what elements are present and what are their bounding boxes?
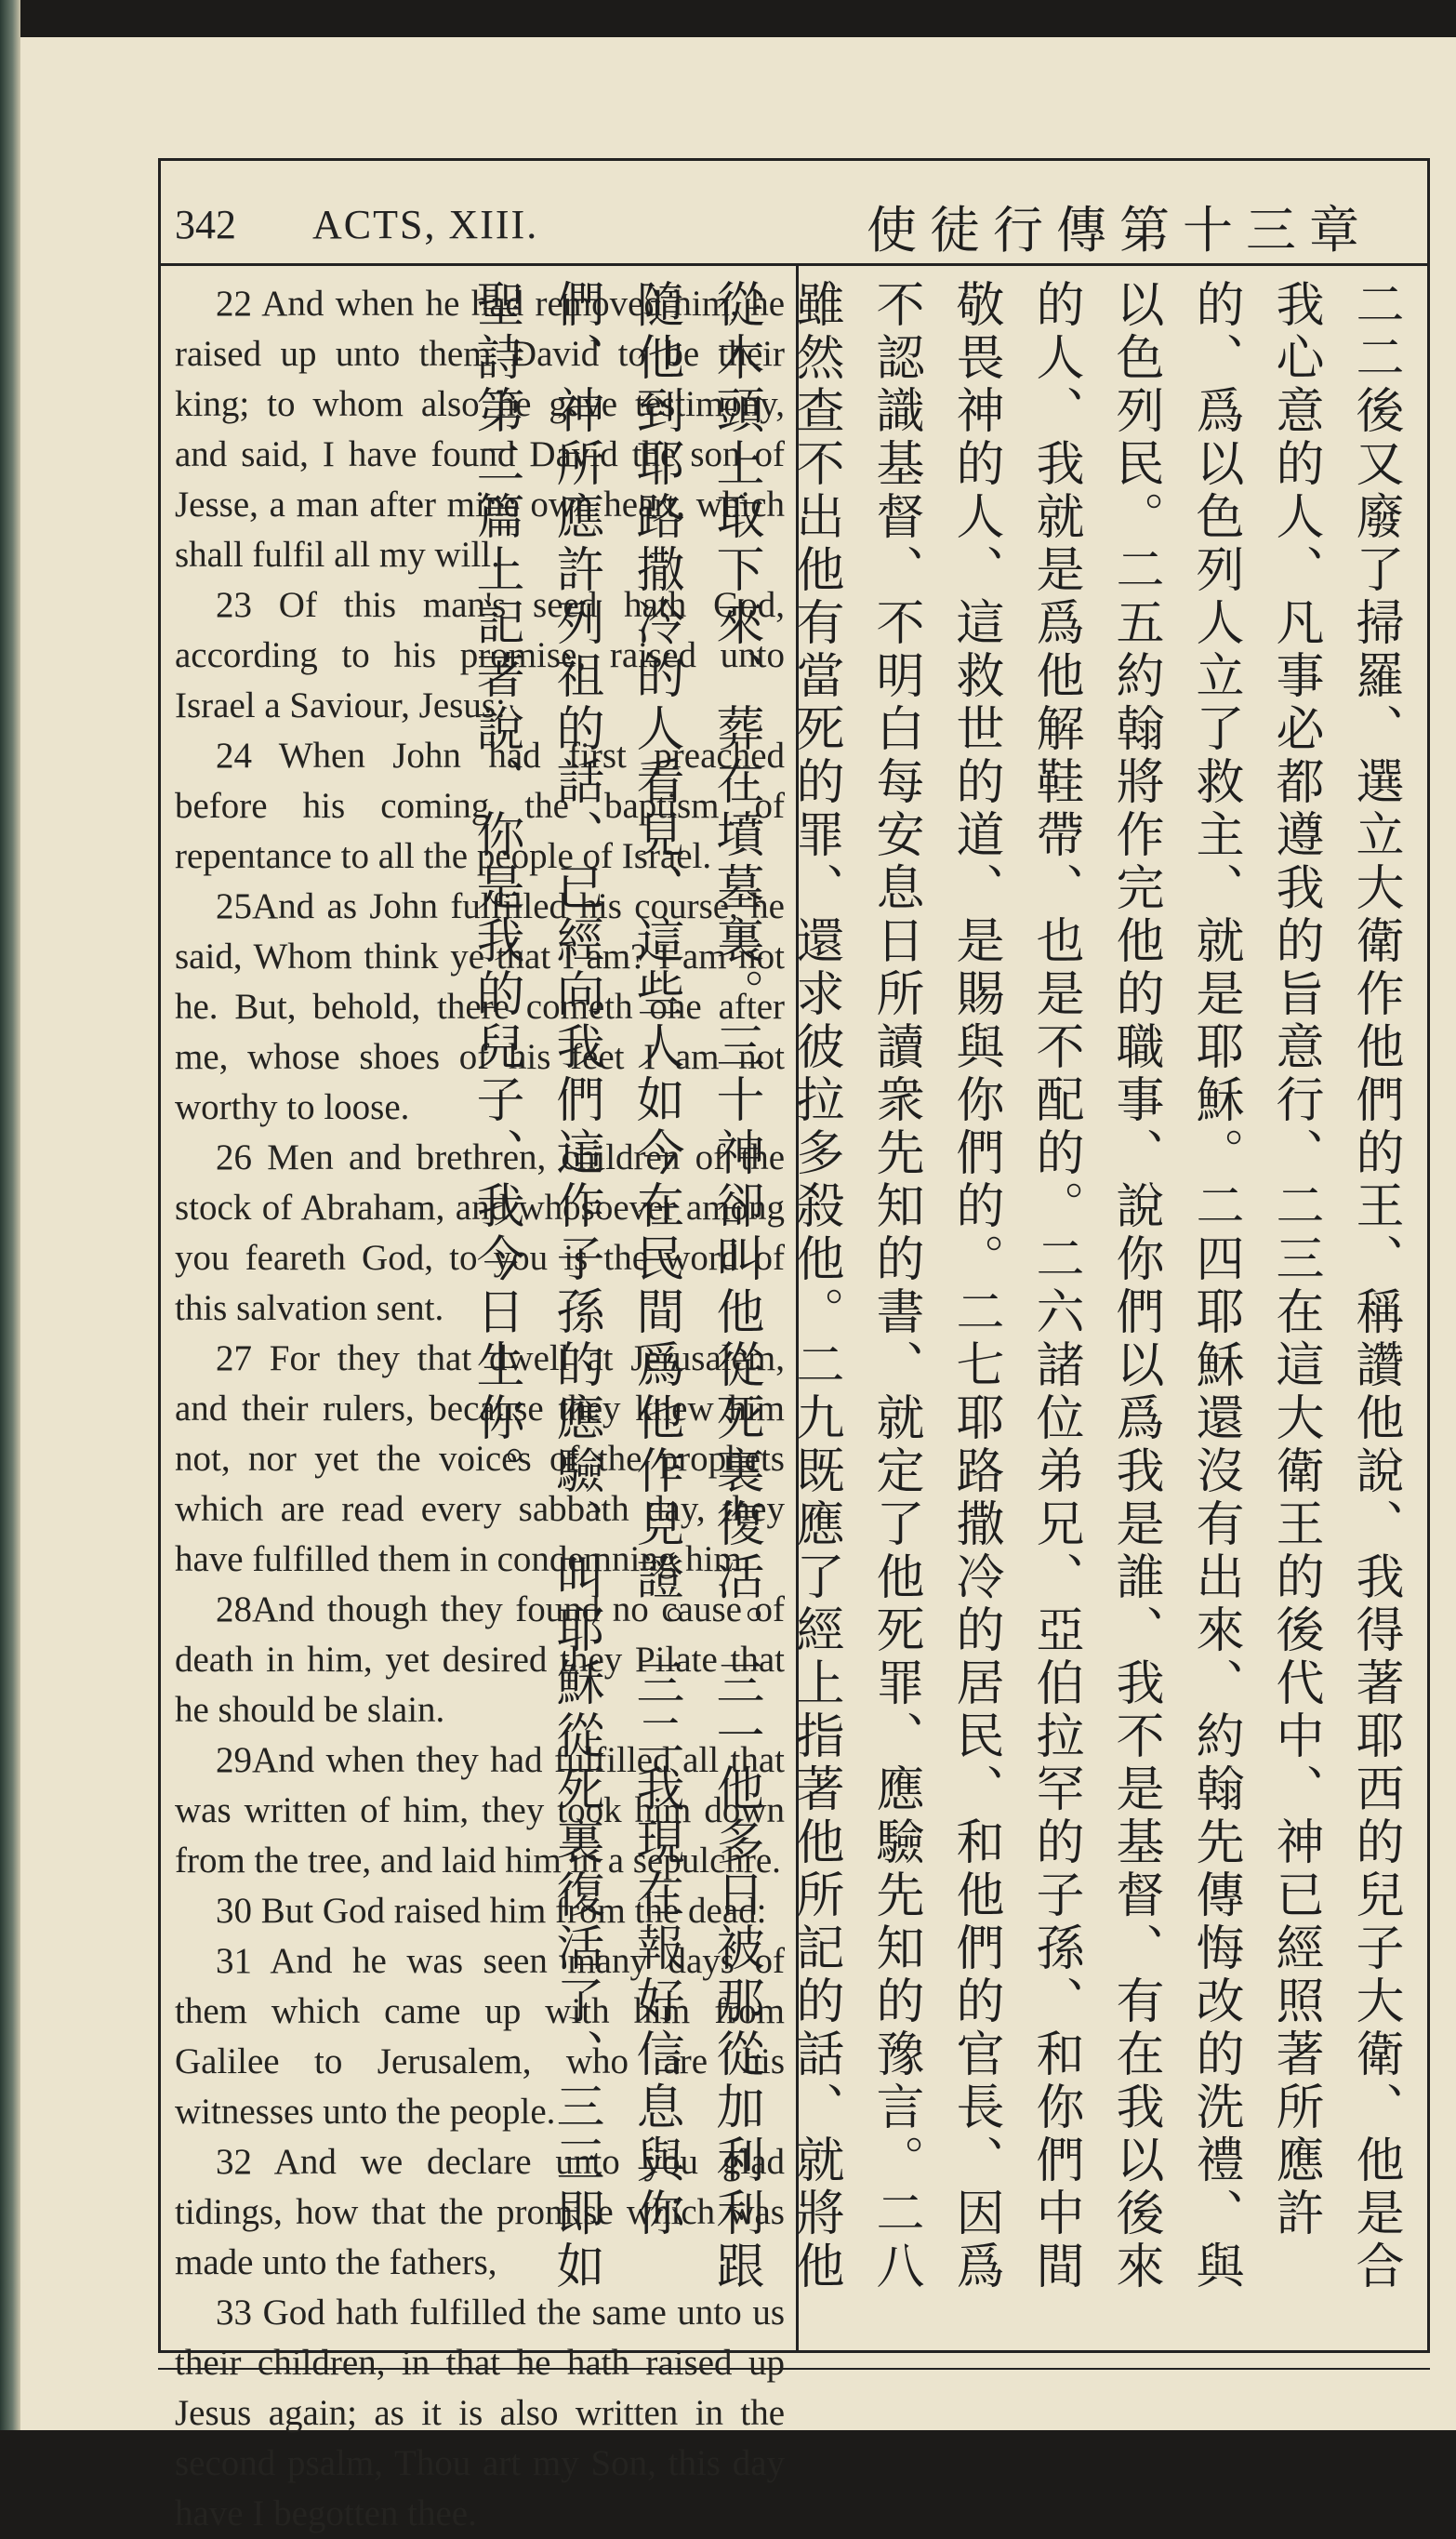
verse-32: 32 And we declare unto you glad tidings, how that the promise which was made unto the fathers, xyxy=(175,2142,785,2282)
verse-27: 27 For they that dwell at Jerusalem, and their rulers, because they knew him not, nor yet the voices of the prophets which are read every sabbath day, they have fulfilled them in condemning him. xyxy=(175,1338,785,1579)
verse-29: 29And when they had fulfilled all that was written of him, they took him down from the tree, and laid him in a sepulchre. xyxy=(175,1740,785,1881)
chinese-column: 二二後又廢了掃羅、選立大衛作他們的王、稱讚他說、我得著耶西的兒子大衛、他是合我心意的人、凡事必都遵我的旨意行、二三在這大衛王的後代中、神已經照著所應許的、爲以色列人立了救主、就是耶穌。二四耶穌還沒有出來、約翰先傳悔改的洗禮、與以色列民。二五約翰將作完他的職事、說你們以爲我是誰、我不是基督、有在我以後來的人、我就是爲他解鞋帶、也是不配的。二六諸位弟兄、亞伯拉罕的子孫、和你們中間敬畏神的人、這救世的道、是賜與你們的。二七耶路撒冷的居民、和他們的官長、因爲不認識基督、不明白每安息日所讀衆先知的書、就定了他死罪、應驗先知的豫言。二八雖然查不出他有當死的罪、還求彼拉多殺他。二九既應了經上指著他所記的話、就將他從木頭上取下來、葬在墳墓裏。三十神卻叫他從死裏復活。三一他多日被那從加利利跟隨他到耶路撒冷的人看見、這些人如今在民間爲他作見證。三二我現在報好信息與你們、神所應許列祖的話、已經向我們這作子孫的應驗、叫耶穌從死裏復活了、三三即如聖詩第二篇上記著說、你是我的兒子、我今日生你。 xyxy=(468,279,1403,2293)
verse-25: 25And as John fulfilled his course, he said, Whom think ye that I am? I am not he. But, behold, there cometh one after me, whose shoes of his feet I am not worthy to loose. xyxy=(175,886,785,1127)
verse-30: 30 But God raised him from the dead: xyxy=(216,1891,767,1931)
page-number: 342 xyxy=(175,202,236,247)
verse-22: 22 And when he had removed him, he raised up unto them David to be their king; to whom also he gave testimony, and said, I have found David the son of Jesse, a man after mine own heart, which shall fulfil all my will. xyxy=(175,284,785,575)
verse-24: 24 When John had first preached before his coming the baptism of repentance to all the people of Israel. xyxy=(175,736,785,876)
running-title: ACTS, XIII. xyxy=(312,202,539,247)
verse-28: 28And though they found no cause of death in him, yet desired they Pilate that he should be slain. xyxy=(175,1589,785,1730)
verse-23: 23 Of this man's seed hath God, according to his promise, raised unto Israel a Saviour, Jesus: xyxy=(175,585,785,725)
verse-31: 31 And he was seen many days of them which came up with him from Galilee to Jerusalem, who are his witnesses unto the people. xyxy=(175,1941,785,2132)
verse-26: 26 Men and brethren, children of the stock of Abraham, and whosoever among you feareth God, to you is the word of this salvation sent. xyxy=(175,1137,785,1328)
verse-33: 33 God hath fulfilled the same unto us their children, in that he hath raised up Jesus again; as it is also written in the second psalm, Thou art my Son, this day have I begotten thee. xyxy=(175,2293,785,2533)
chinese-running-title: 使徒行傳第十三章 xyxy=(867,201,1372,259)
book-binding-edge xyxy=(0,0,20,2430)
